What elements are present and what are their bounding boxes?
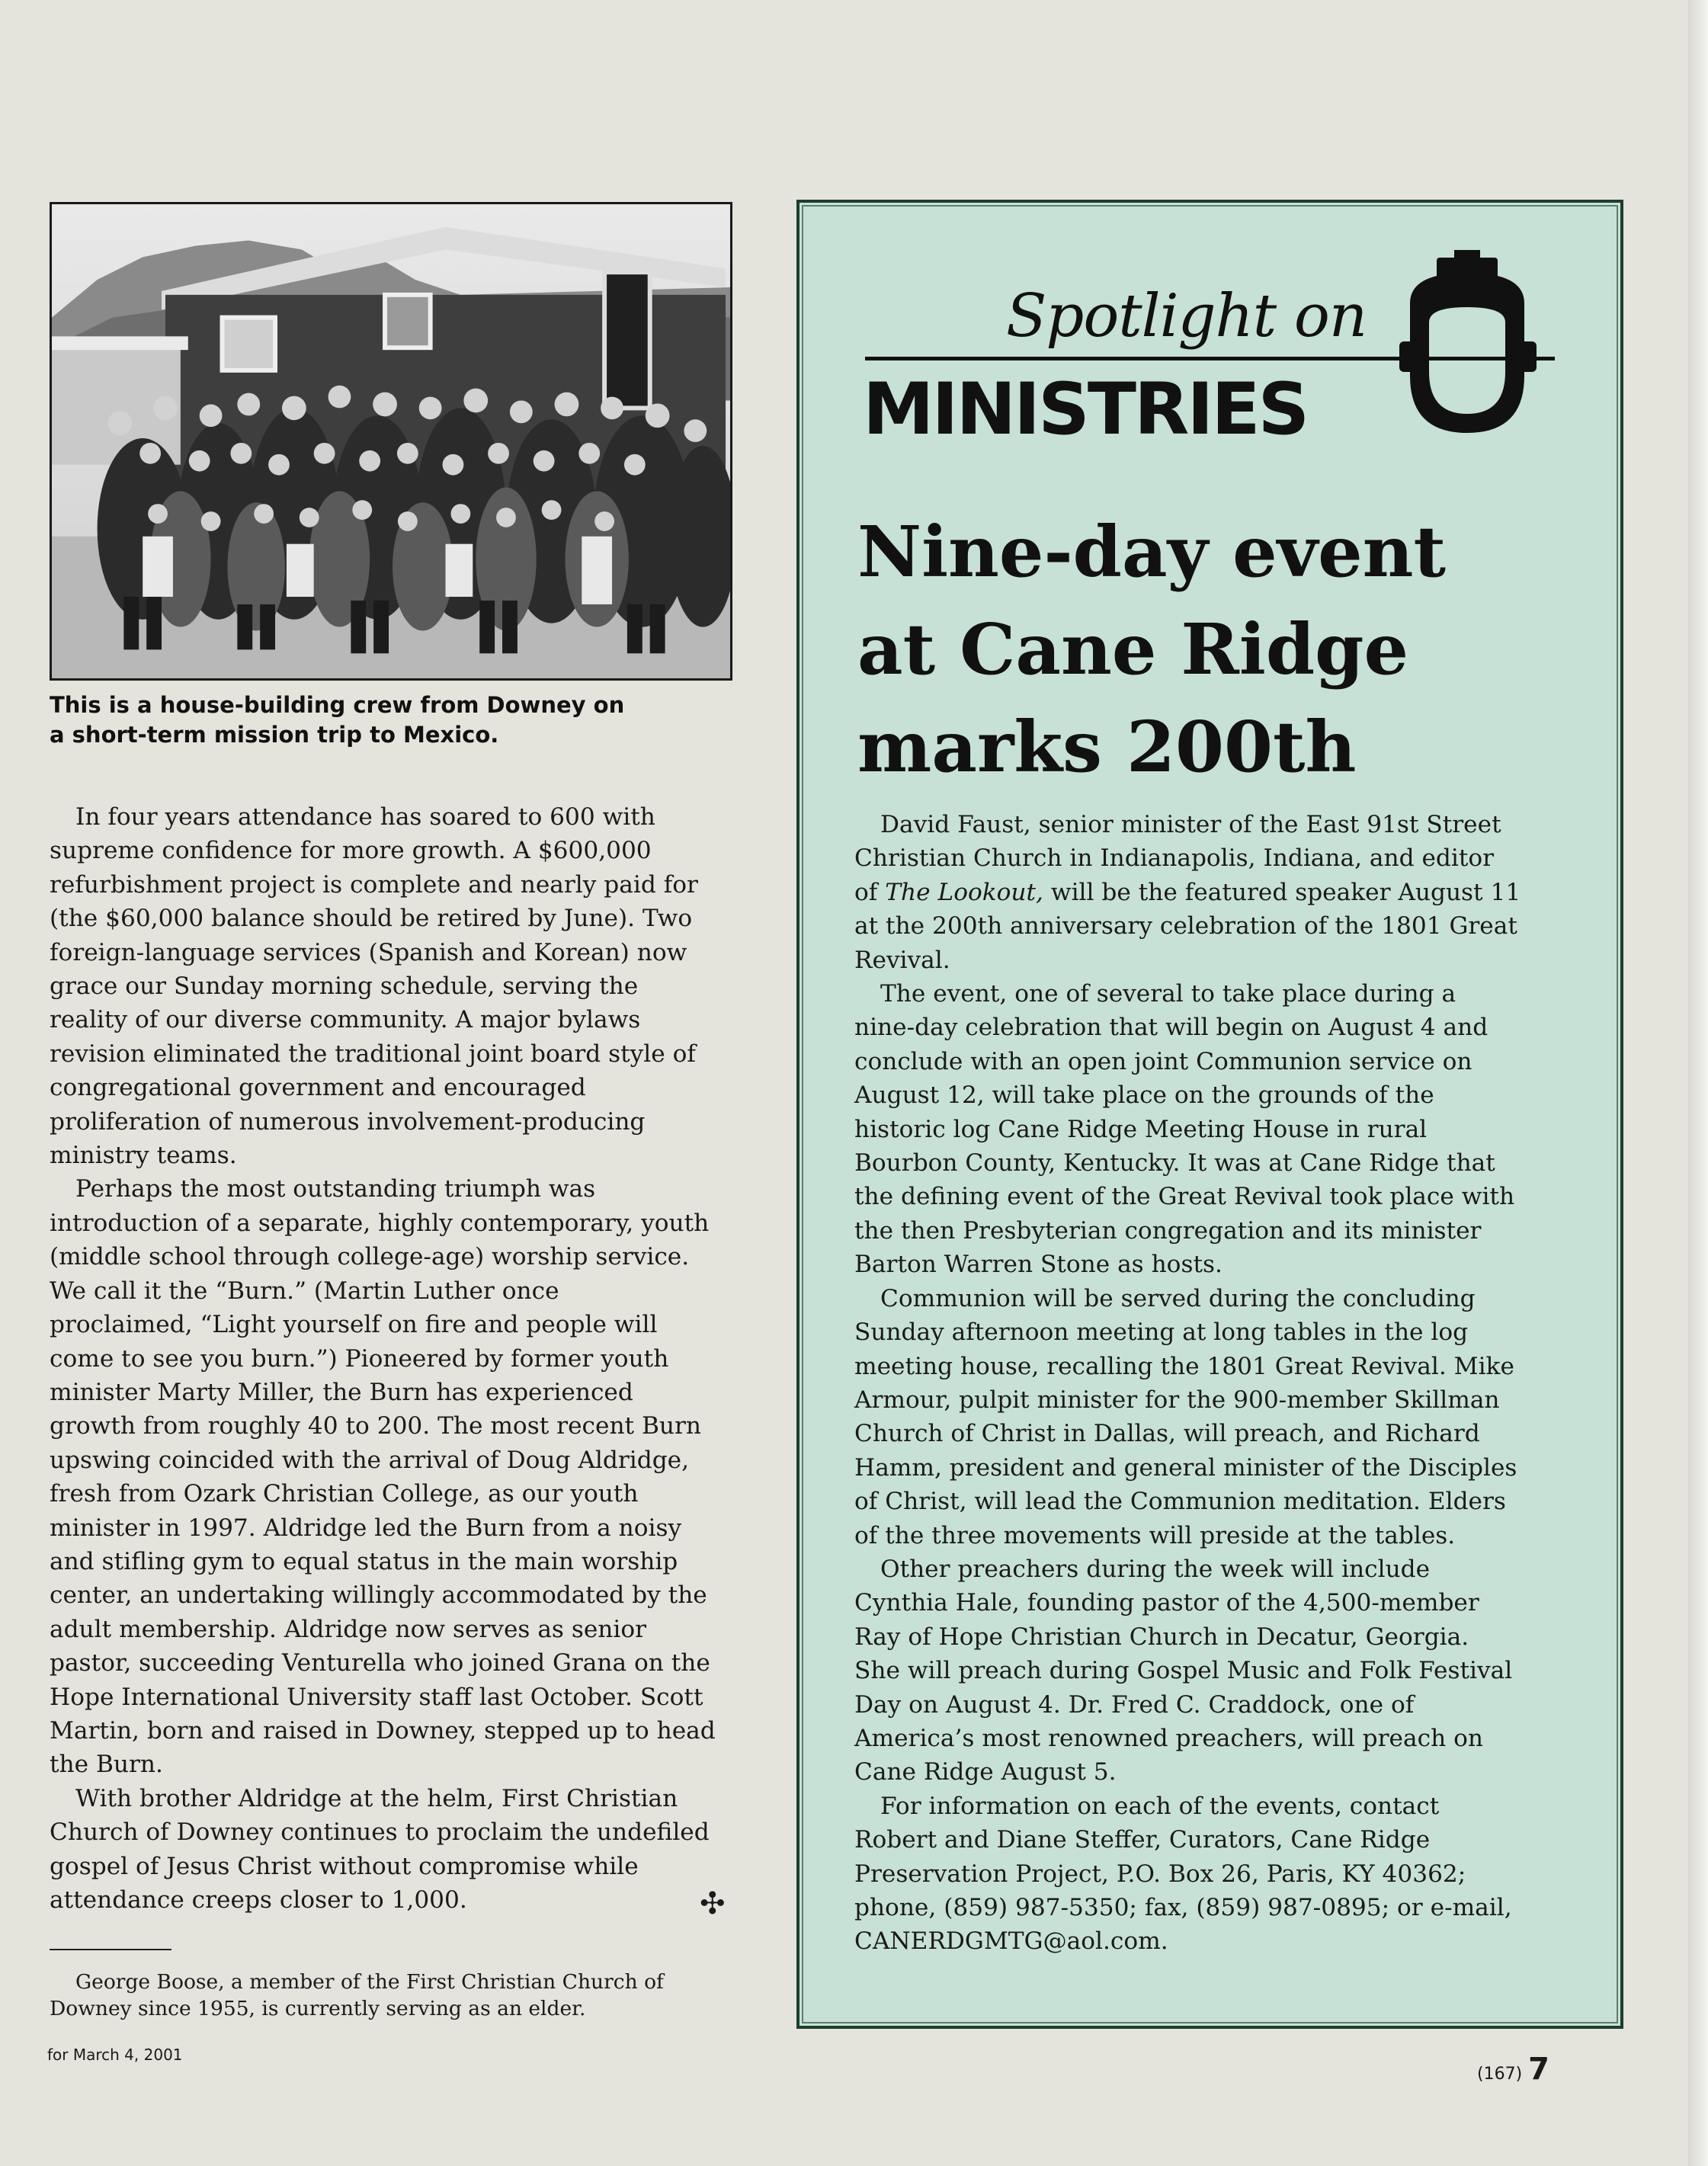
text-line: Other preachers during the week will include — [880, 1555, 1431, 1583]
text-line: Church of Christ in Dallas, will preach, and Richard — [854, 1420, 1480, 1448]
text-line: congregational government and encouraged — [50, 1074, 586, 1102]
text-line: Perhaps the most outstanding triumph was — [75, 1175, 596, 1203]
text-line: Hope International University staff last October. Scott — [50, 1683, 703, 1711]
headline-line: Nine-day event — [857, 511, 1446, 593]
text-line: We call it the “Burn.” (Martin Luther once — [50, 1277, 559, 1305]
text-line: come to see you burn.”) Pioneered by former youth — [50, 1344, 669, 1373]
text-line: conclude with an open joint Communion service on — [854, 1047, 1472, 1075]
text-line: David Faust, senior minister of the East 91st Street — [880, 811, 1501, 838]
text-line: and stifling gym to equal status in the main worship — [50, 1547, 678, 1575]
text-line — [854, 876, 1571, 909]
text-line: Church of Downey continues to proclaim the undefiled — [50, 1818, 710, 1847]
spotlight-lamp-icon — [1399, 250, 1537, 433]
text-line: upswing coincided with the arrival of Doug Aldridge, — [50, 1446, 690, 1474]
text-line: introduction of a separate, highly contemporary, youth — [50, 1209, 710, 1237]
spotlight-paragraph-2 — [854, 977, 1571, 1282]
text-run: of — [854, 878, 886, 906]
spotlight-paragraph-5 — [854, 1790, 1571, 1959]
text-line: supreme confidence for more growth. A $600,000 — [50, 837, 652, 865]
text-line: proclaimed, “Light yourself on fire and people will — [50, 1311, 658, 1339]
text-line: With brother Aldridge at the helm, First Christian — [75, 1784, 678, 1812]
text-line: In four years attendance has soared to 600 with — [75, 803, 655, 831]
text-line: America’s most renowned preachers, will preach on — [854, 1724, 1483, 1752]
text-line: Cane Ridge August 5. — [854, 1758, 1117, 1786]
text-line: August 12, will take place on the grounds of the — [854, 1081, 1434, 1110]
text-line: Revival. — [854, 946, 950, 974]
end-of-article-cross-icon: ✣ — [700, 1886, 726, 1921]
text-line: Bourbon County, Kentucky. It was at Cane Ridge that — [854, 1149, 1495, 1178]
spotlight-article-body — [854, 808, 1571, 1959]
left-paragraph-3 — [50, 1782, 732, 1921]
page-number — [1477, 2052, 1549, 2087]
text-line: Day on August 4. Dr. Fred C. Craddock, one of — [854, 1690, 1415, 1719]
caption-line: a short-term mission trip to Mexico. — [50, 722, 499, 748]
text-line: fresh from Ozark Christian College, as our youth — [50, 1480, 639, 1508]
text-line: foreign-language services (Spanish and Korean) now — [50, 938, 687, 966]
spotlight-paragraph-3 — [854, 1282, 1571, 1552]
footnote-divider — [50, 1949, 171, 1950]
text-line: Communion will be served during the concluding — [880, 1284, 1476, 1312]
ministries-wordmark: MINISTRIES — [863, 368, 1308, 451]
text-line: Barton Warren Stone as hosts. — [854, 1251, 1223, 1279]
spotlight-headline — [857, 503, 1612, 796]
spotlight-paragraph-4 — [854, 1552, 1571, 1790]
text-line: proliferation of numerous involvement-producing — [50, 1107, 646, 1136]
text-line: nine-day celebration that will begin on August 4 and — [854, 1014, 1488, 1042]
text-line: the defining event of the Great Revival took place with — [854, 1183, 1515, 1211]
photo-caption — [50, 690, 732, 750]
text-line: (the $60,000 balance should be retired by June). Two — [50, 905, 693, 933]
text-line: For information on each of the events, contact — [880, 1792, 1440, 1820]
text-line: reality of our diverse community. A major bylaws — [50, 1006, 641, 1034]
spotlight-heading-rule — [865, 357, 1555, 360]
headline-line: marks 200th — [857, 706, 1357, 788]
text-line: revision eliminated the traditional joint board style of — [50, 1040, 696, 1068]
text-line: ministry teams. — [50, 1142, 237, 1170]
left-article-body — [50, 800, 732, 1921]
text-line: minister in 1997. Aldridge led the Burn from a noisy — [50, 1514, 682, 1542]
text-line: of Christ, will lead the Communion meditation. Elders — [854, 1488, 1506, 1516]
cumulative-page-number: (167) — [1477, 2065, 1523, 2084]
text-line: center, an undertaking willingly accommodated by the — [50, 1581, 707, 1610]
text-line: phone, (859) 987-5350; fax, (859) 987-0895; or e-mail, — [854, 1894, 1512, 1921]
contact-email-line: CANERDGMTG@aol.com. — [854, 1927, 1168, 1956]
text-line: adult membership. Aldridge now serves as senior — [50, 1615, 647, 1643]
text-line: She will preach during Gospel Music and Folk Festival — [854, 1657, 1513, 1685]
headline-line: at Cane Ridge — [857, 608, 1409, 690]
text-line: Martin, born and raised in Downey, stepped up to head — [50, 1716, 716, 1745]
text-line: Downey since 1955, is currently serving as an elder. — [50, 1997, 586, 2020]
text-line: minister Marty Miller, the Burn has experienced — [50, 1378, 633, 1406]
spotlight-on-script-heading: Spotlight on — [1006, 282, 1367, 351]
mission-crew-photo — [50, 202, 732, 681]
text-line: at the 200th anniversary celebration of the 1801 Great — [854, 912, 1517, 940]
text-line: Cynthia Hale, founding pastor of the 4,500-member — [854, 1589, 1479, 1617]
text-line: Christian Church in Indianapolis, Indiana, and editor — [854, 844, 1495, 873]
text-line: pastor, succeeding Venturella who joined Grana on the — [50, 1649, 710, 1677]
text-line: Hamm, president and general minister of the Disciples — [854, 1453, 1517, 1482]
footnote-paragraph — [50, 1969, 732, 2022]
magazine-title: The Lookout, — [885, 878, 1043, 906]
text-line: Preservation Project, P.O. Box 26, Paris, KY 40362; — [854, 1860, 1466, 1888]
text-line: George Boose, a member of the First Christian Church of — [75, 1970, 664, 1994]
page-edge-shadow — [1688, 0, 1708, 2166]
issue-date: for March 4, 2001 — [47, 2046, 183, 2064]
text-line: (middle school through college-age) worship service. — [50, 1243, 690, 1271]
text-line: refurbishment project is complete and nearly paid for — [50, 870, 698, 899]
spotlight-paragraph-1 — [854, 808, 1571, 977]
text-line: Armour, pulpit minister for the 900-member Skillman — [854, 1386, 1500, 1414]
text-line: gospel of Jesus Christ without compromise while — [50, 1852, 639, 1880]
text-line: growth from roughly 40 to 200. The most recent Burn — [50, 1412, 701, 1440]
text-line: the Burn. — [50, 1751, 163, 1779]
text-line: the then Presbyterian congregation and its minister — [854, 1216, 1482, 1245]
text-line: Ray of Hope Christian Church in Decatur, Georgia. — [854, 1623, 1469, 1651]
text-line: The event, one of several to take place during a — [880, 980, 1456, 1008]
caption-line: This is a house-building crew from Downey on — [50, 692, 625, 718]
text-line: Robert and Diane Steffer, Curators, Cane Ridge — [854, 1826, 1431, 1854]
left-paragraph-2 — [50, 1172, 732, 1781]
text-line: historic log Cane Ridge Meeting House in rural — [854, 1115, 1428, 1143]
text-line: of the three movements will preside at the tables. — [854, 1521, 1456, 1549]
photo-illustration — [52, 204, 730, 678]
text-line: attendance creeps closer to 1,000. — [50, 1886, 467, 1914]
author-footnote — [50, 1969, 732, 2022]
text-line: grace our Sunday morning schedule, serving the — [50, 972, 639, 1001]
left-paragraph-1 — [50, 800, 732, 1172]
text-run: will be the featured speaker August 11 — [1043, 878, 1521, 906]
text-line: Sunday afternoon meeting at long tables in the log — [854, 1319, 1469, 1347]
issue-page-number: 7 — [1528, 2052, 1550, 2087]
text-line: meeting house, recalling the 1801 Great Revival. Mike — [854, 1352, 1514, 1380]
